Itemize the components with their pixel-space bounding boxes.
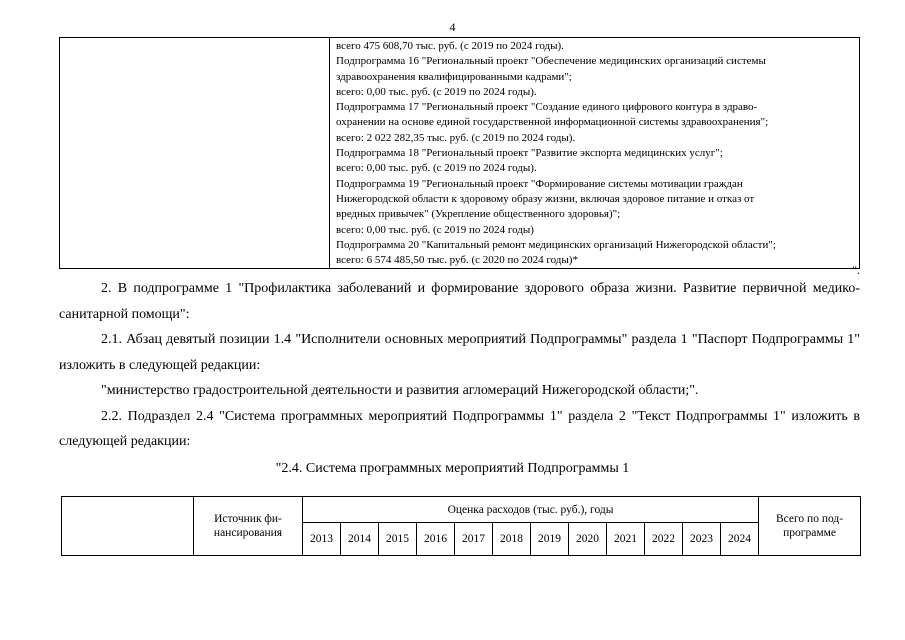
paragraph-ministry: "министерство градостроительной деятельности и развития агломераций Нижегородской области;". [101,383,699,398]
table-text-line: охранении на основе единой государственной информационной системы здравоохранения"; [336,116,769,129]
table-text-line: всего: 6 574 485,50 тыс. руб. (с 2020 по 2024 годы)* [336,254,578,267]
table-text-line: всего: 2 022 282,35 тыс. руб. (с 2019 по 2024 годы). [336,131,576,144]
year-cell: 2022 [645,523,683,556]
empty-label-cell [60,38,330,269]
source-header: Источник фи-нансирования [194,497,303,556]
year-cell: 2018 [493,523,531,556]
paragraph-2-2: 2.2. Подраздел 2.4 "Система программных мероприятий Подпрограммы 1" раздела 2 "Текст Подпрограммы 1" изложить в следующей редакции: [59,408,860,449]
year-cell: 2016 [417,523,455,556]
table-text-line: вредных привычек" (Укрепление общественного здоровья)"; [336,208,621,221]
year-cell: 2023 [683,523,721,556]
page-number: 4 [449,20,456,34]
subprogram-financing-cell [330,38,860,269]
table-text-line: всего: 0,00 тыс. руб. (с 2019 по 2024 годы). [336,85,537,98]
year-cell: 2013 [303,523,341,556]
year-cell: 2020 [569,523,607,556]
cost-header: Оценка расходов (тыс. руб.), годы [303,497,759,523]
table-row [60,38,860,269]
table-text-line: Подпрограмма 20 "Капитальный ремонт медицинских организаций Нижегородской области"; [336,238,776,251]
year-cell: 2015 [379,523,417,556]
table-text-line: Нижегородской области к здоровому образу жизни, включая здоровое питание и отказ от [336,192,755,205]
table-text-line: Подпрограмма 17 "Региональный проект "Создание единого цифрового контура в здраво- [336,101,758,114]
table-text-line: Подпрограмма 18 "Региональный проект "Развитие экспорта медицинских услуг"; [336,147,723,160]
financing-table-continuation [59,37,860,269]
table-text-line: Подпрограмма 19 "Региональный проект "Формирование системы мотивации граждан [336,177,743,190]
table-text-line: здравоохранения квалифицированными кадрами"; [336,70,572,83]
program-measures-table-header [61,496,861,556]
closing-quote: ". [852,263,860,277]
table-text-line: Подпрограмма 16 "Региональный проект "Обеспечение медицинских организаций системы [336,55,766,68]
paragraph-subprogram-1: 2. В подпрограмме 1 "Профилактика заболеваний и формирование здорового образа жизни. Развитие первичной медико-санитарной помощи": [59,281,860,322]
table-text-line: всего 475 608,70 тыс. руб. (с 2019 по 2024 годы). [336,40,564,52]
table-text-line: всего: 0,00 тыс. руб. (с 2019 по 2024 годы). [336,162,537,175]
year-cell: 2024 [721,523,759,556]
year-cell: 2017 [455,523,493,556]
year-cell: 2021 [607,523,645,556]
empty-header-cell [62,497,194,556]
table-row [62,497,861,523]
year-cell: 2019 [531,523,569,556]
document-body [59,276,860,455]
paragraph-2-1: 2.1. Абзац девятый позиции 1.4 "Исполнители основных мероприятий Подпрограммы" раздела 1 "Паспорт Подпрограммы 1" изложить в следующей редакции: [59,332,860,373]
total-header: Всего по под-программе [759,497,861,556]
table-text-line: всего: 0,00 тыс. руб. (с 2019 по 2024 годы) [336,223,534,236]
year-cell: 2014 [341,523,379,556]
section-title: "2.4. Система программных мероприятий Подпрограммы 1 [275,461,630,476]
